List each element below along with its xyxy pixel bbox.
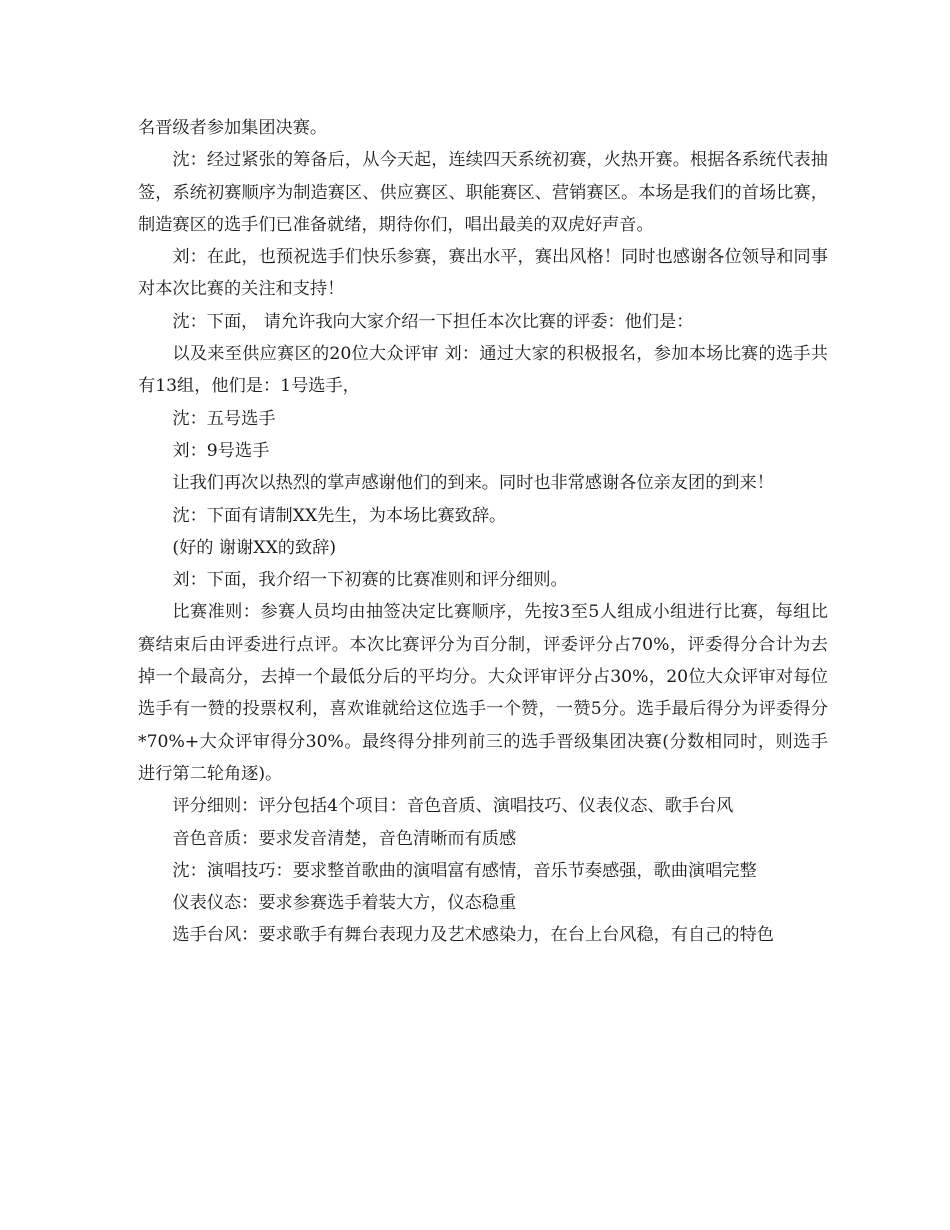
paragraph-thanks-speech: (好的 谢谢XX的致辞) [172, 537, 337, 558]
document-body [138, 112, 828, 952]
paragraph-applause: 让我们再次以热烈的掌声感谢他们的到来。同时也非常感谢各位亲友团的到来！ [172, 473, 774, 494]
paragraph-shen-contestant-5: 沈：五号选手 [172, 408, 276, 429]
paragraph-liu-rules-intro: 刘：下面，我介绍一下初赛的比赛准则和评分细则。 [172, 570, 568, 591]
paragraph-timbre-quality: 音色音质：要求发音清楚，音色清晰而有质感 [172, 828, 517, 849]
paragraph-public-judges: 以及来至供应赛区的20位大众评审 刘：通过大家的积极报名，参加本场比赛的选手共有13组，他们是：1号选手， [138, 344, 828, 397]
paragraph-stage-presence: 选手台风：要求歌手有舞台表现力及艺术感染力，在台上台风稳，有自己的特色 [172, 925, 774, 946]
paragraph-singing-technique: 沈：演唱技巧：要求整首歌曲的演唱富有感情，音乐节奏感强，歌曲演唱完整 [172, 860, 757, 881]
paragraph-liu-contestant-9: 刘：9号选手 [172, 440, 270, 461]
paragraph-shen-judges-intro: 沈：下面， 请允许我向大家介绍一下担任本次比赛的评委：他们是： [172, 311, 694, 332]
paragraph-scoring-details: 评分细则：评分包括4个项目：音色音质、演唱技巧、仪表仪态、歌手台风 [172, 796, 734, 817]
paragraph-liu-wishes: 刘：在此，也预祝选手们快乐参赛，赛出水平，赛出风格！同时也感谢各位领导和同事对本次比赛的关注和支持！ [138, 247, 828, 300]
paragraph-appearance: 仪表仪态：要求参赛选手着装大方，仪态稳重 [172, 893, 517, 914]
paragraph-shen-speech-invite: 沈：下面有请制XX先生，为本场比赛致辞。 [172, 505, 507, 526]
paragraph-shen-opening: 沈：经过紧张的筹备后，从今天起，连续四天系统初赛，火热开赛。根据各系统代表抽签，系统初赛顺序为制造赛区、供应赛区、职能赛区、营销赛区。本场是我们的首场比赛，制造赛区的选手们已准备就绪，期待你们，唱出最美的双虎好声音。 [138, 150, 828, 235]
paragraph-continuation: 名晋级者参加集团决赛。 [138, 118, 328, 138]
paragraph-competition-rules: 比赛准则：参赛人员均由抽签决定比赛顺序，先按3至5人组成小组进行比赛，每组比赛结束后由评委进行点评。本次比赛评分为百分制，评委评分占70%，评委得分合计为去掉一个最高分，去掉一个最低分后的平均分。大众评审评分占30%，20位大众评审对每位选手有一赞的投票权利，喜欢谁就给这位选手一个赞，一赞5分。选手最后得分为评委得分*70%+大众评审得分30%。最终得分排列前三的选手晋级集团决赛(分数相同时，则选手进行第二轮角逐)。 [138, 602, 828, 784]
